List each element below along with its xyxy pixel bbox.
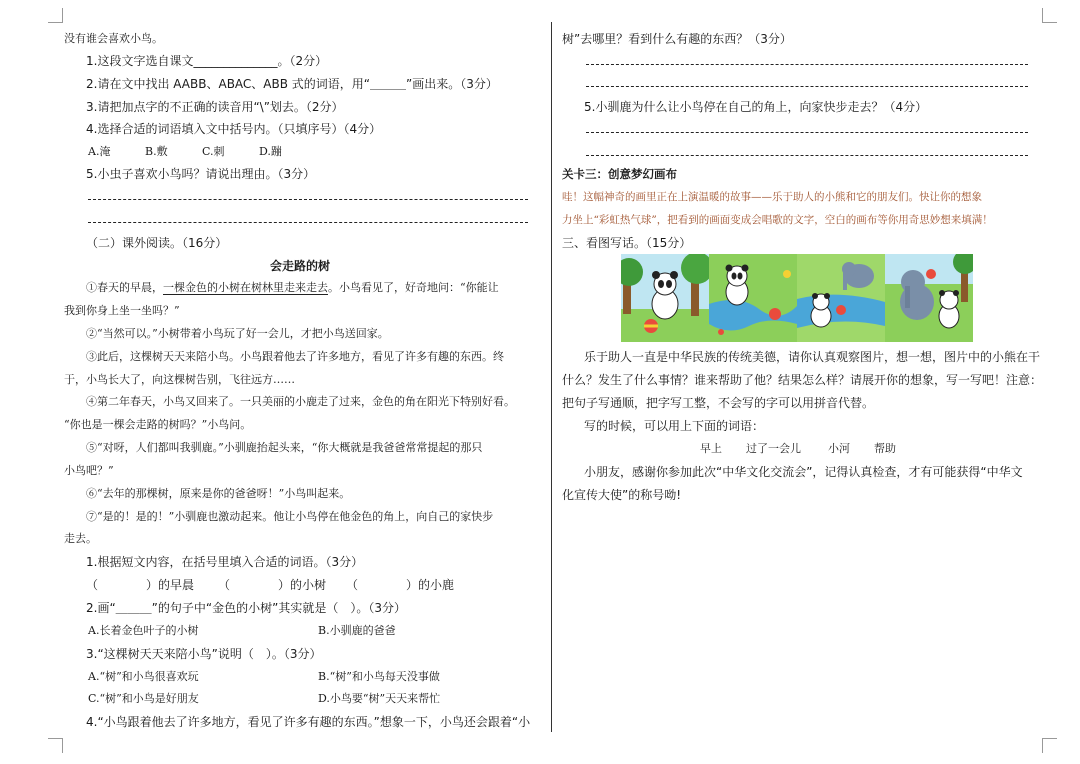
underlined-sentence: 一棵金色的小树在树林里走来走去 (163, 281, 328, 294)
fill-blank-2[interactable]: （ ）的小树 (218, 578, 327, 592)
closing-note-cont: 化宣传大使”的称号呦! (562, 488, 682, 502)
paragraph-7-cont: 走去。 (64, 532, 97, 545)
fill-blank-3[interactable]: （ ）的小鹿 (346, 578, 455, 592)
reading-question-4: 4.“小鸟跟着他去了许多地方，看见了许多有趣的东西。”想象一下，小鸟还会跟着“小 (86, 715, 531, 729)
paragraph-3: ③此后，这棵树天天来陪小鸟。小鸟跟着他去了许多地方，看见了许多有趣的东西。终 (86, 350, 504, 363)
reading-question-1: 1.根据短文内容，在括号里填入合适的词语。（3分） (86, 555, 364, 569)
answer-blank[interactable]: ______________ (193, 54, 278, 68)
reading-question-3: 3.“这棵树天天来陪小鸟”说明（ ）。（3分） (86, 647, 322, 661)
writing-instruction-2: 什么？发生了什么事情？谁来帮助了他？结果怎么样？请展开你的想象，写一写吧！注意： (562, 373, 1043, 387)
answer-line[interactable] (586, 86, 1028, 87)
question-3: 3.请把加点字的不正确的读音用“\”划去。（2分） (86, 100, 344, 114)
picture-panel-3 (797, 254, 885, 342)
paragraph-1-cont: 我到你身上坐一坐吗？” (64, 304, 180, 317)
column-divider (551, 22, 552, 732)
reading-question-2: 2.画“＿＿＿”的句子中“金色的小树”其实就是（ ）。（3分） (86, 601, 406, 615)
option-c: C.“树”和小鸟是好朋友 (88, 692, 199, 705)
question-4: 4.选择合适的词语填入文中括号内。（只填序号）（4分） (86, 122, 382, 136)
question-1-text: 1.这段文字选自课文 (86, 54, 194, 68)
picture-panel-4 (885, 254, 973, 342)
answer-line[interactable] (88, 222, 528, 223)
elephant-and-panda-illustration (885, 254, 973, 342)
paragraph-4-cont: “你也是一棵会走路的树吗？”小鸟问。 (64, 418, 252, 431)
answer-line[interactable] (586, 132, 1028, 133)
crop-mark-top-left (48, 8, 63, 23)
question-2: 2.请在文中找出 AABB、ABAC、ABB 式的词语，用“＿＿＿”画出来。（3分） (86, 77, 498, 91)
paragraph-6: ⑥“去年的那棵树，原来是你的爸爸呀！”小鸟叫起来。 (86, 487, 351, 500)
question-5: 5.小虫子喜欢小鸟吗？请说出理由。（3分） (86, 167, 316, 181)
fill-blank-1[interactable]: （ ）的早晨 (86, 578, 195, 592)
option-a: A.淹 (88, 145, 111, 158)
paragraph-2: ②“当然可以。”小树带着小鸟玩了好一会儿，才把小鸟送回家。 (86, 327, 389, 340)
crop-mark-bottom-left (48, 738, 63, 753)
writing-instruction-1: 乐于助人一直是中华民族的传统美德，请你认真观察图片，想一想，图片中的小熊在干 (584, 350, 1041, 364)
answer-line[interactable] (88, 199, 528, 200)
paragraph-1 (86, 279, 499, 295)
writing-instruction-4: 写的时候，可以用上下面的词语： (584, 419, 765, 433)
picture-panel-2 (709, 254, 797, 342)
crop-mark-bottom-right (1042, 738, 1057, 753)
option-d: D.小鸟要“树”天天来帮忙 (318, 692, 441, 705)
card-3-description: 哇！这幅神奇的画里正在上演温暖的故事——乐于助人的小熊和它的朋友们。快让你的想象 (562, 191, 982, 203)
paragraph-7: ⑦“是的！是的！”小驯鹿也激动起来。他让小鸟停在他金色的角上，向自己的家快步 (86, 510, 494, 523)
word-3: 小河 (828, 442, 850, 455)
option-a: A.“树”和小鸟很喜欢玩 (88, 670, 199, 683)
closing-note: 小朋友，感谢你参加此次“中华文化交流会”，记得认真检查，才有可能获得“中华文 (584, 465, 1023, 479)
paragraph-3-cont: 于，小鸟长大了，向这棵树告别，飞往远方…… (64, 373, 295, 386)
paragraph-1-start: ①春天的早晨， (86, 281, 163, 294)
option-c: C.刺 (202, 145, 225, 158)
story-title: 会走路的树 (270, 259, 331, 273)
option-a: A.长着金色叶子的小树 (88, 624, 199, 637)
word-2: 过了一会儿 (746, 442, 801, 455)
card-3-description-cont: 力坐上“彩虹热气球”，把看到的画面变成会唱歌的文字，空白的画布等你用奇思妙想来填满！ (562, 214, 993, 226)
answer-line[interactable] (586, 64, 1028, 65)
question-1-score: 。（2分） (277, 54, 328, 68)
panda-with-ball-illustration (621, 254, 709, 342)
crop-mark-top-right (1042, 8, 1057, 23)
intro-tail: 没有谁会喜欢小鸟。 (64, 32, 163, 45)
paragraph-5-cont: 小鸟吧？” (64, 464, 114, 477)
reading-question-4-cont: 树”去哪里？看到什么有趣的东西？（3分） (562, 32, 792, 46)
writing-instruction-3: 把句子写通顺，把字写工整，不会写的字可以用拼音代替。 (562, 396, 875, 410)
paragraph-5: ⑤“对呀，人们都叫我驯鹿。”小驯鹿抬起头来，“你大概就是我爸爸常常提起的那只 (86, 441, 483, 454)
option-d: D.蹦 (259, 145, 282, 158)
word-1: 早上 (700, 442, 722, 455)
option-b: B.小驯鹿的爸爸 (318, 624, 396, 637)
panda-by-river-illustration (709, 254, 797, 342)
answer-line[interactable] (586, 155, 1028, 156)
question-1 (86, 52, 327, 69)
card-3-heading: 关卡三：创意梦幻画布 (562, 167, 677, 181)
picture-panel-1 (621, 254, 709, 342)
section-2-heading: （二）课外阅读。（16分） (86, 236, 228, 250)
paragraph-4: ④第二年春天，小鸟又回来了。一只美丽的小鹿走了过来，金色的角在阳光下特别好看。 (86, 395, 515, 408)
paragraph-1-tail: 。小鸟看见了，好奇地问：“你能让 (328, 281, 499, 294)
elephant-helping-illustration (797, 254, 885, 342)
word-4: 帮助 (874, 442, 896, 455)
section-3-heading: 三、看图写话。（15分） (562, 236, 692, 250)
option-b: B.“树”和小鸟每天没事做 (318, 670, 440, 683)
option-b: B.敷 (145, 145, 168, 158)
reading-question-5: 5.小驯鹿为什么让小鸟停在自己的角上，向家快步走去？（4分） (584, 100, 928, 114)
